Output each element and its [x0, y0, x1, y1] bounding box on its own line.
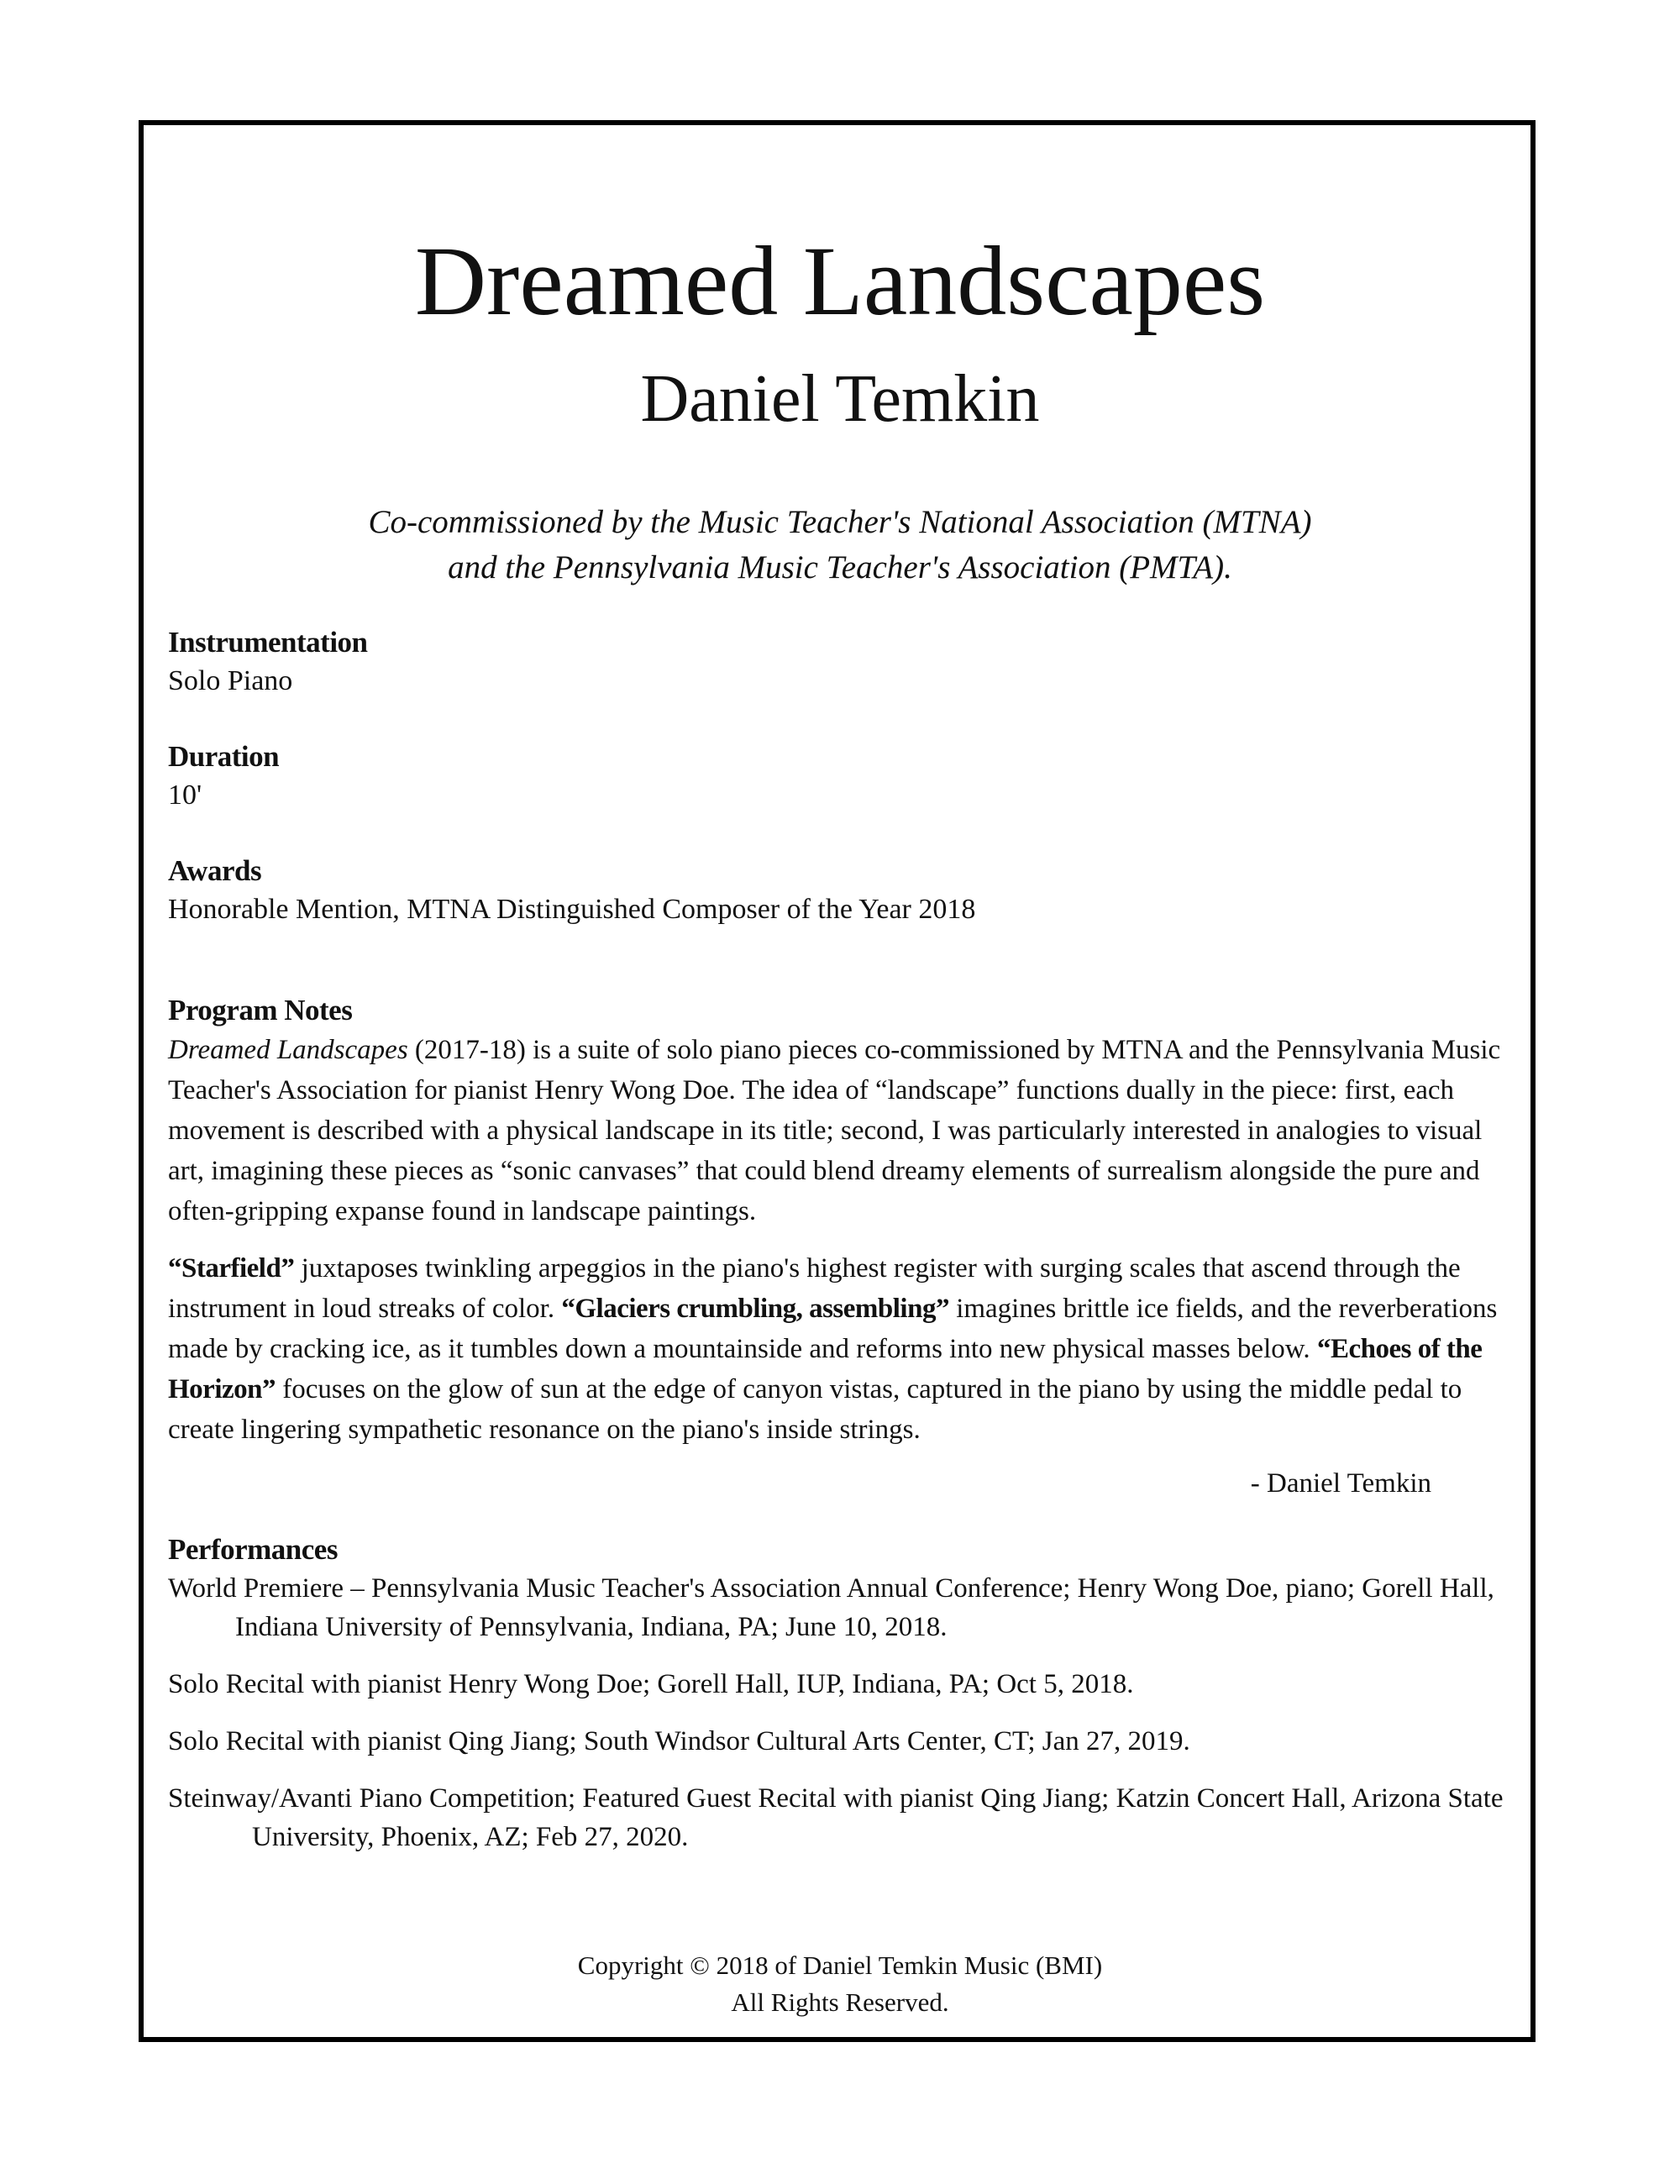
movement-title-1: “Starfield”: [168, 1253, 295, 1284]
duration-value: 10': [168, 780, 202, 811]
work-title-italic: Dreamed Landscapes: [168, 1035, 408, 1065]
performances-heading: Performances: [168, 1533, 338, 1566]
performance-item: Solo Recital with pianist Henry Wong Doe; Gorell Hall, IUP, Indiana, PA; Oct 5, 2018.: [168, 1669, 1134, 1699]
duration-heading: Duration: [168, 740, 280, 773]
movement-title-3: “Echoes of the Horizon”: [168, 1334, 1483, 1404]
paragraph-1-text: (2017-18) is a suite of solo piano pieces co-commissioned by MTNA and the Pennsylvania Music Teacher's Association for pianist Henry Wong Doe. The idea of “landscape” functions dually in the piece: first, each movement is described with a physical landscape in its title; second, I was particularly interested in analogies to visual art, imagining these pieces as “sonic canvases” that could blend dreamy elements of surrealism alongside the pure and often-gripping expanse found in landscape paintings.: [168, 1035, 1501, 1226]
rights-line: All Rights Reserved.: [731, 1987, 949, 2017]
performance-item: Steinway/Avanti Piano Competition; Featured Guest Recital with pianist Qing Jiang; Katzin Concert Hall, Arizona State University, Phoenix, AZ; Feb 27, 2020.: [168, 1783, 1504, 1852]
performance-item: Solo Recital with pianist Qing Jiang; South Windsor Cultural Arts Center, CT; Jan 27, 2019.: [168, 1726, 1190, 1756]
commission-line-1: Co-commissioned by the Music Teacher's National Association (MTNA): [368, 504, 1312, 540]
movement-3-description: focuses on the glow of sun at the edge of canyon vistas, captured in the piano by using the middle pedal to create lingering sympathetic resonance on the piano's inside strings.: [168, 1374, 1462, 1445]
awards-section: [168, 852, 1504, 929]
performance-item: World Premiere – Pennsylvania Music Teacher's Association Annual Conference; Henry Wong Doe, piano; Gorell Hall, Indiana University of Pennsylvania, Indiana, PA; June 10, 2018.: [168, 1573, 1494, 1642]
instrumentation-heading: Instrumentation: [168, 626, 368, 659]
awards-heading: Awards: [168, 854, 262, 887]
performances-section: [168, 1530, 1504, 1856]
program-notes-heading: Program Notes: [168, 994, 353, 1026]
program-notes-section: [168, 991, 1504, 1450]
notes-signature: - Daniel Temkin: [1250, 1468, 1431, 1499]
movement-2-description: imagines brittle ice fields, and the reverberations made by cracking ice, as it tumbles down a mountainside and reforms into new physical masses below.: [168, 1294, 1498, 1364]
commission-line-2: and the Pennsylvania Music Teacher's Association (PMTA).: [448, 549, 1232, 585]
movement-1-description: juxtaposes twinkling arpeggios in the piano's highest register with surging scales that ascend through the instrument in loud streaks of color.: [168, 1253, 1461, 1324]
awards-value: Honorable Mention, MTNA Distinguished Composer of the Year 2018: [168, 894, 976, 925]
copyright-footer: [0, 1947, 1680, 2021]
instrumentation-value: Solo Piano: [168, 665, 293, 696]
duration-section: [168, 738, 1504, 815]
program-notes-paragraph-1: [168, 1030, 1504, 1231]
program-notes-paragraph-2: [168, 1248, 1504, 1450]
instrumentation-section: [168, 623, 1504, 701]
copyright-line: Copyright © 2018 of Daniel Temkin Music (BMI): [577, 1950, 1103, 1980]
composer-name: Daniel Temkin: [640, 362, 1040, 436]
commission-statement: [0, 500, 1680, 591]
movement-title-2: “Glaciers crumbling, assembling”: [561, 1294, 949, 1324]
page-title: Dreamed Landscapes: [414, 226, 1266, 336]
